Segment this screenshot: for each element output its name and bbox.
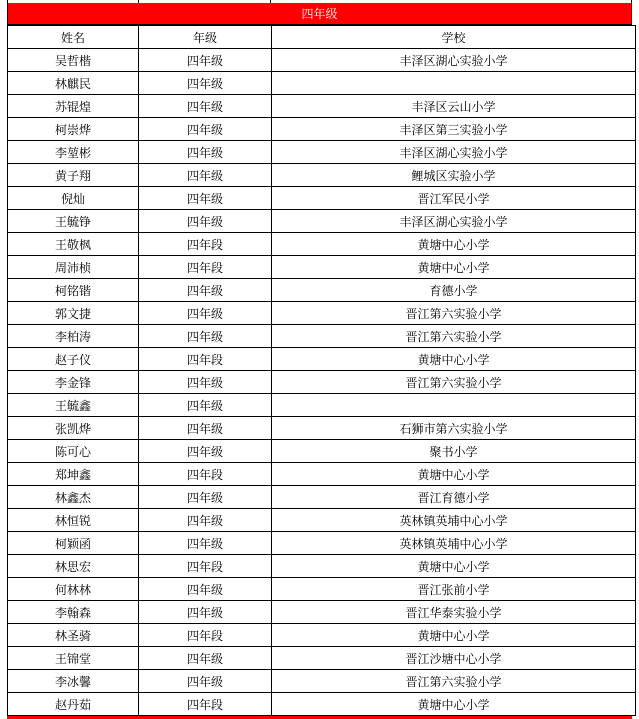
cell-grade: 四年级	[139, 141, 272, 164]
cell-name: 黄子翔	[8, 164, 139, 187]
table-row	[8, 233, 636, 256]
cell-grade: 四年级	[139, 440, 272, 463]
cell-grade: 四年级	[139, 601, 272, 624]
spreadsheet	[7, 0, 632, 719]
cell-school: 黄塘中心小学	[272, 463, 636, 486]
cell-name: 倪灿	[8, 187, 139, 210]
cell-school: 育德小学	[272, 279, 636, 302]
table-row	[8, 417, 636, 440]
cell-name: 李冰馨	[8, 670, 139, 693]
table-row	[8, 394, 636, 417]
cell-school: 黄塘中心小学	[272, 555, 636, 578]
cell-school: 晋江第六实验小学	[272, 302, 636, 325]
cell-name: 郭文捷	[8, 302, 139, 325]
cell-name: 陈可心	[8, 440, 139, 463]
cell-grade: 四年级	[139, 509, 272, 532]
cell-name: 林思宏	[8, 555, 139, 578]
cell-name: 林麒民	[8, 72, 139, 95]
cell-name: 郑坤鑫	[8, 463, 139, 486]
cell-school: 丰泽区湖心实验小学	[272, 49, 636, 72]
column-header-grade: 年级	[139, 26, 272, 49]
cell-grade: 四年级	[139, 647, 272, 670]
table-row	[8, 693, 636, 716]
cell-school: 丰泽区云山小学	[272, 95, 636, 118]
cell-school: 英林镇英埔中心小学	[272, 532, 636, 555]
cell-school: 晋江育德小学	[272, 486, 636, 509]
table-row	[8, 624, 636, 647]
table-row	[8, 509, 636, 532]
cell-name: 林圣骑	[8, 624, 139, 647]
cell-name: 王毓铮	[8, 210, 139, 233]
cell-grade: 四年级	[139, 394, 272, 417]
table-row	[8, 279, 636, 302]
cell-school: 晋江第六实验小学	[272, 670, 636, 693]
table-row	[8, 532, 636, 555]
table-row	[8, 440, 636, 463]
cell-school: 晋江张前小学	[272, 578, 636, 601]
table-row	[8, 555, 636, 578]
table-row	[8, 371, 636, 394]
table-row	[8, 72, 636, 95]
cell-name: 柯铭锴	[8, 279, 139, 302]
grade-header-banner: 四年级	[7, 3, 632, 25]
cell-grade: 四年级	[139, 417, 272, 440]
table-row	[8, 486, 636, 509]
table-row	[8, 164, 636, 187]
cell-grade: 四年段	[139, 256, 272, 279]
cell-grade: 四年级	[139, 371, 272, 394]
cell-school: 英林镇英埔中心小学	[272, 509, 636, 532]
cell-name: 王毓鑫	[8, 394, 139, 417]
table-row	[8, 578, 636, 601]
cell-name: 张凯烨	[8, 417, 139, 440]
cell-school: 丰泽区湖心实验小学	[272, 210, 636, 233]
cell-school: 晋江第六实验小学	[272, 325, 636, 348]
table-row	[8, 256, 636, 279]
cell-name: 何林林	[8, 578, 139, 601]
cell-school: 黄塘中心小学	[272, 624, 636, 647]
cell-school	[272, 72, 636, 95]
cell-grade: 四年级	[139, 210, 272, 233]
cell-school: 黄塘中心小学	[272, 693, 636, 716]
table-row	[8, 670, 636, 693]
cell-school: 黄塘中心小学	[272, 348, 636, 371]
cell-school: 晋江华泰实验小学	[272, 601, 636, 624]
cell-grade: 四年级	[139, 95, 272, 118]
cell-school: 丰泽区第三实验小学	[272, 118, 636, 141]
table-row	[8, 141, 636, 164]
cell-school: 鲤城区实验小学	[272, 164, 636, 187]
table-row	[8, 95, 636, 118]
table-row	[8, 325, 636, 348]
cell-school: 丰泽区湖心实验小学	[272, 141, 636, 164]
cell-grade: 四年级	[139, 72, 272, 95]
table-row	[8, 463, 636, 486]
cell-grade: 四年级	[139, 670, 272, 693]
cell-name: 苏锟煌	[8, 95, 139, 118]
cell-grade: 四年级	[139, 325, 272, 348]
cell-name: 林恒锐	[8, 509, 139, 532]
cell-grade: 四年段	[139, 348, 272, 371]
table-row	[8, 118, 636, 141]
cell-grade: 四年级	[139, 578, 272, 601]
cell-name: 柯颖函	[8, 532, 139, 555]
cell-name: 赵丹茹	[8, 693, 139, 716]
cell-school: 黄塘中心小学	[272, 256, 636, 279]
cell-name: 柯崇烨	[8, 118, 139, 141]
column-header-name: 姓名	[8, 26, 139, 49]
top-border-strip	[7, 0, 632, 3]
table-row	[8, 601, 636, 624]
table-row	[8, 187, 636, 210]
cell-grade: 四年段	[139, 463, 272, 486]
cell-school: 聚书小学	[272, 440, 636, 463]
cell-school: 石狮市第六实验小学	[272, 417, 636, 440]
cell-grade: 四年级	[139, 279, 272, 302]
table-body	[8, 49, 636, 716]
cell-school: 晋江沙塘中心小学	[272, 647, 636, 670]
cell-school: 晋江军民小学	[272, 187, 636, 210]
cell-school: 黄塘中心小学	[272, 233, 636, 256]
cell-name: 林鑫杰	[8, 486, 139, 509]
cell-name: 周沛桢	[8, 256, 139, 279]
cell-grade: 四年级	[139, 49, 272, 72]
cell-grade: 四年级	[139, 486, 272, 509]
cell-grade: 四年级	[139, 118, 272, 141]
cell-name: 吴哲楷	[8, 49, 139, 72]
cell-grade: 四年级	[139, 302, 272, 325]
cell-name: 赵子仪	[8, 348, 139, 371]
cell-grade: 四年段	[139, 555, 272, 578]
cell-grade: 四年段	[139, 693, 272, 716]
student-table	[7, 25, 636, 716]
table-row	[8, 210, 636, 233]
cell-name: 李翰森	[8, 601, 139, 624]
table-row	[8, 647, 636, 670]
cell-grade: 四年级	[139, 187, 272, 210]
cell-grade: 四年段	[139, 624, 272, 647]
table-row	[8, 302, 636, 325]
cell-name: 李柏涛	[8, 325, 139, 348]
cell-name: 王敬枫	[8, 233, 139, 256]
column-header-school: 学校	[272, 26, 636, 49]
cell-grade: 四年级	[139, 164, 272, 187]
cell-grade: 四年级	[139, 532, 272, 555]
cell-name: 李堃彬	[8, 141, 139, 164]
cell-school	[272, 394, 636, 417]
cell-name: 王锦堂	[8, 647, 139, 670]
table-row	[8, 49, 636, 72]
cell-grade: 四年段	[139, 233, 272, 256]
header-row	[8, 26, 636, 49]
table-row	[8, 348, 636, 371]
cell-name: 李金锋	[8, 371, 139, 394]
cell-school: 晋江第六实验小学	[272, 371, 636, 394]
